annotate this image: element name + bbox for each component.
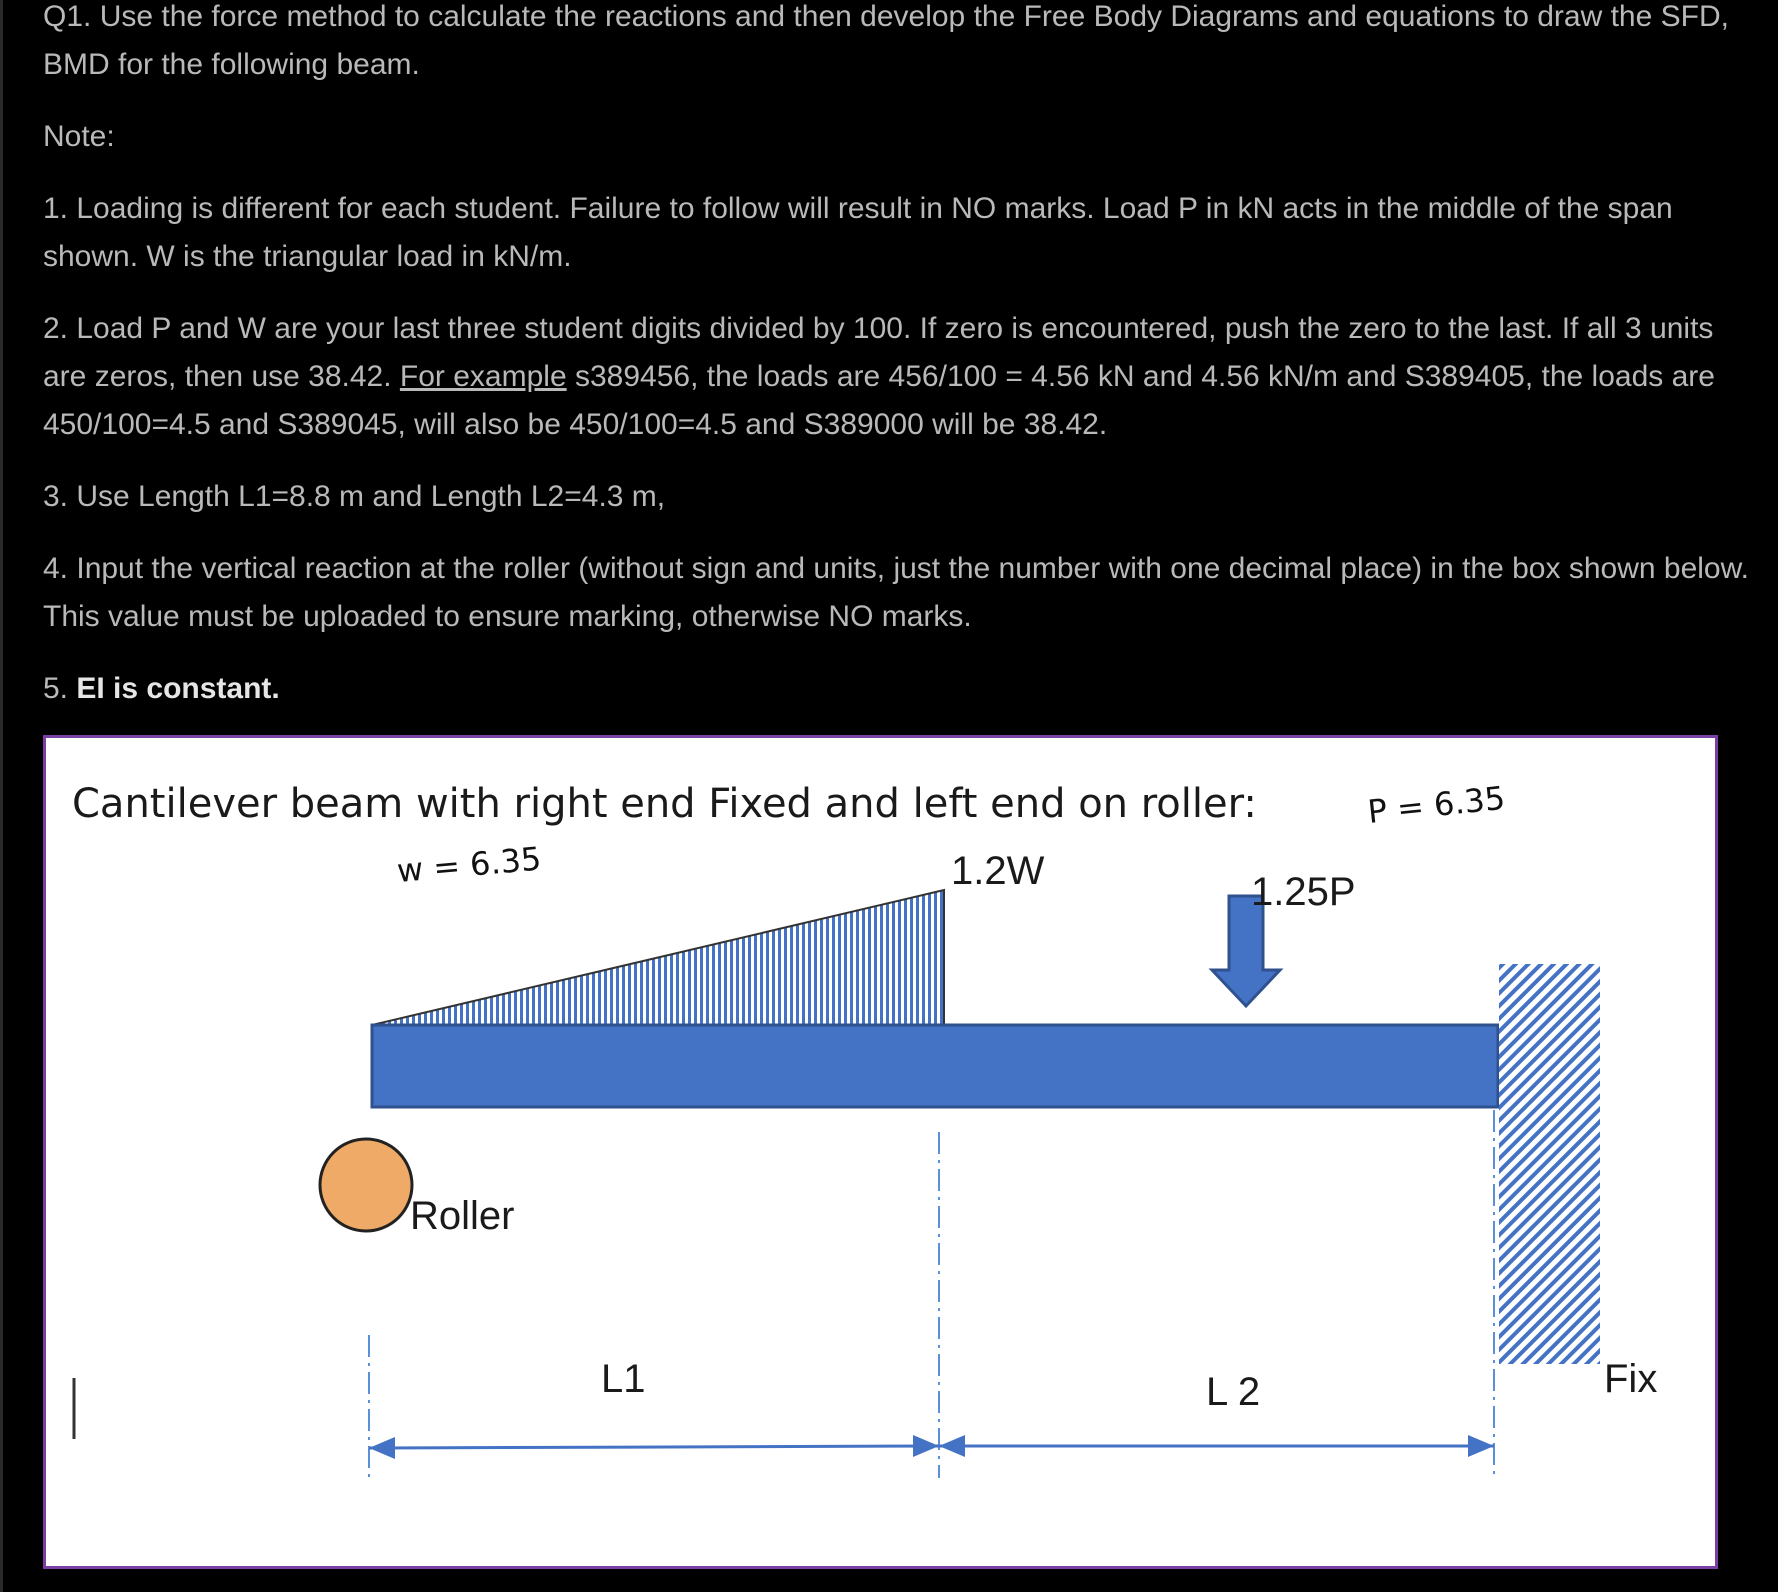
l2-label: L 2	[1206, 1370, 1261, 1414]
note-item-1: 1. Loading is different for each student. Failure to follow will result in NO marks. Load P in kN acts in the middle of the span shown. W is the triangular load in kN/m.	[43, 192, 1673, 273]
question-q1: Q1. Use the force method to calculate the reactions and then develop the Free Body Diagrams and equations to draw the SFD, BMD for the following beam.	[43, 0, 1729, 81]
note-item-5-number: 5.	[43, 672, 69, 705]
question-text	[43, 0, 1763, 737]
note-item-2	[43, 305, 1763, 449]
beam-figure	[43, 735, 1718, 1569]
note-item-5	[43, 665, 1763, 713]
roller-support	[320, 1139, 412, 1231]
note-item-5-text: EI is constant.	[76, 672, 280, 705]
note-item-2-a: 2. Load P and W are your last three student digits divided by 100. If zero is encountered, push the zero to the last. If all 3 units are zeros, then use 38.42.	[43, 312, 1714, 393]
fix-label: Fix	[1604, 1357, 1658, 1401]
handwritten-w-value: w = 6.35	[395, 839, 543, 890]
note-item-4: 4. Input the vertical reaction at the roller (without sign and units, just the number with one decimal place) in the box shown below. This value must be uploaded to ensure marking, otherwise NO marks.	[43, 552, 1749, 633]
note-item-2-b: s389456, the loads are 456/100 = 4.56 kN and 4.56 kN/m and S389405, the loads are 450/100=4.5 and S389045, will also be 450/100=4.5 and S389000 will be 38.42.	[43, 360, 1715, 441]
for-example-link[interactable]: For example	[399, 360, 567, 393]
roller-label: Roller	[410, 1194, 515, 1238]
triangular-load	[372, 890, 944, 1025]
beam	[372, 1025, 1498, 1107]
handwritten-p-value: P = 6.35	[1365, 778, 1507, 831]
window-left-edge	[0, 0, 3, 1592]
load-p-label: 1.25P	[1251, 870, 1356, 914]
beam-diagram	[46, 738, 1715, 1566]
l1-arrow-head-left	[369, 1437, 395, 1459]
note-item-3: 3. Use Length L1=8.8 m and Length L2=4.3 m,	[43, 480, 666, 513]
l2-arrow-head-right	[1468, 1435, 1494, 1457]
l2-arrow-head-left	[939, 1435, 965, 1457]
l1-arrow-head-right	[913, 1435, 939, 1457]
load-w-label: 1.2W	[951, 849, 1045, 893]
l1-label: L1	[601, 1357, 646, 1401]
figure-title: Cantilever beam with right end Fixed and left end on roller:	[72, 781, 1257, 827]
l1-dimension-arrow	[369, 1446, 939, 1448]
note-label: Note:	[43, 120, 115, 153]
fixed-support	[1499, 964, 1600, 1364]
